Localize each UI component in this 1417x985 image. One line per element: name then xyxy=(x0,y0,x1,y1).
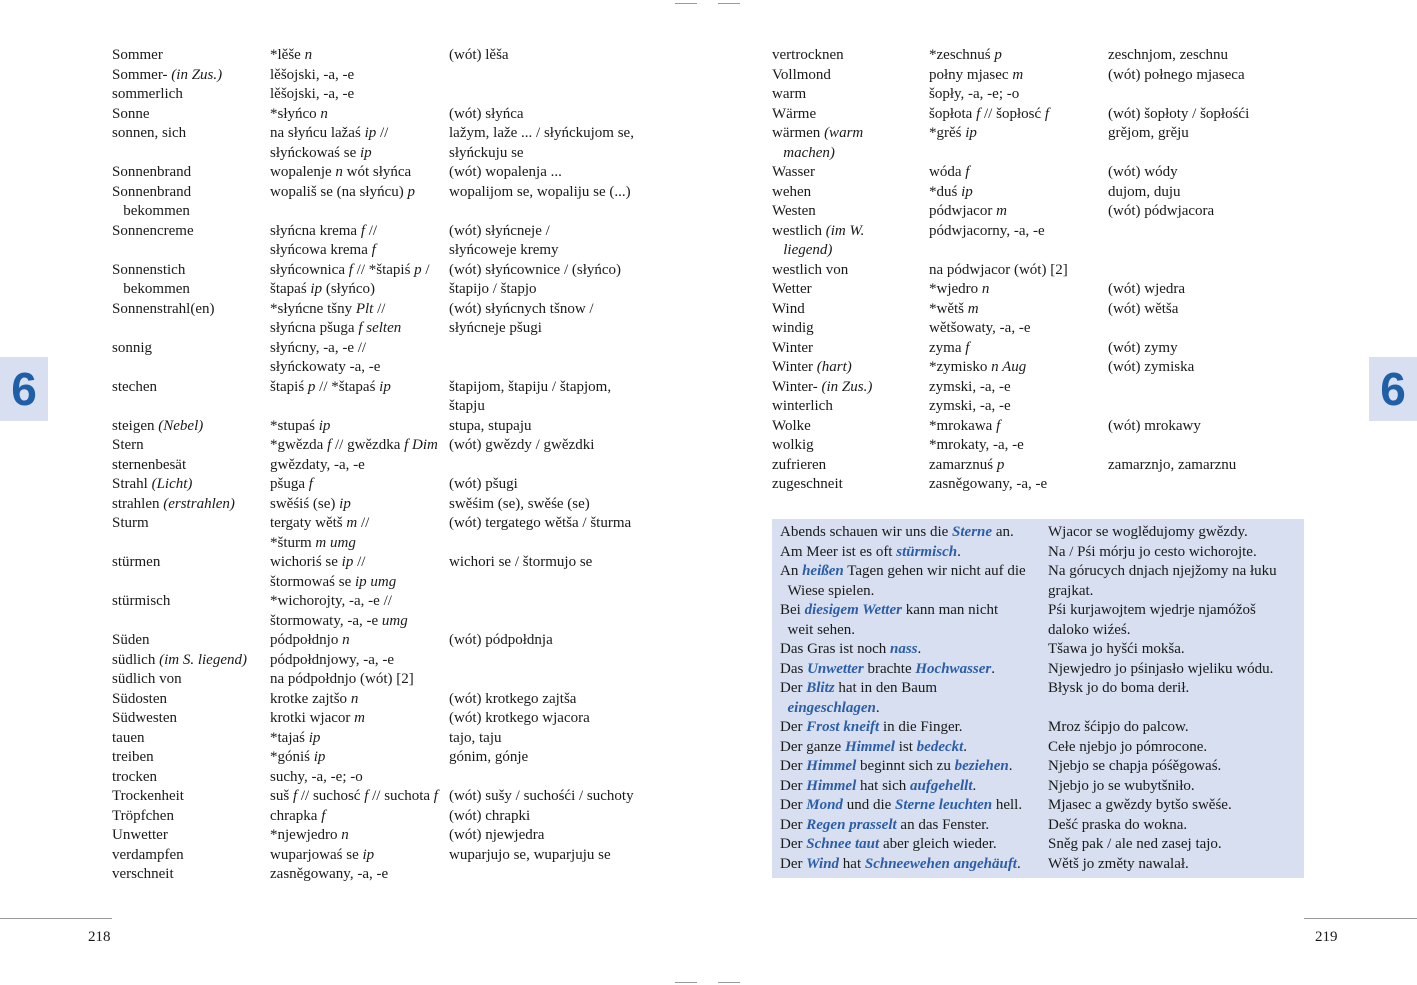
sorbian-translation: pšuga f xyxy=(270,476,313,492)
entry-row xyxy=(772,417,1332,437)
german-term: verschneit xyxy=(112,866,174,882)
sorbian-translation: słyńcna pšuga f selten xyxy=(270,320,402,336)
inflected-forms: (wót) gwězdy / gwězdki xyxy=(449,437,595,453)
sorbian-translation: wóda f xyxy=(929,164,970,180)
sorbian-translation: štapaś ip (słyńco) xyxy=(270,281,375,297)
example-german: Abends schauen wir uns die Sterne an. xyxy=(780,524,1014,540)
german-term: Vollmond xyxy=(772,66,831,83)
footer-rule-left xyxy=(0,918,112,919)
german-term: machen) xyxy=(783,144,835,161)
entry-row xyxy=(772,280,1332,300)
entry-row xyxy=(112,807,672,827)
sorbian-translation: suchy, -a, -e; -o xyxy=(270,768,363,785)
entry-row xyxy=(772,183,1332,203)
german-term: Wetter xyxy=(772,281,812,297)
german-term: Winter (hart) xyxy=(772,359,852,375)
german-term: südlich von xyxy=(112,671,182,687)
sorbian-translation: połny mjasec m xyxy=(929,66,1024,83)
inflected-forms: dujom, duju xyxy=(1108,183,1181,200)
inflected-forms: (wót) wětša xyxy=(1108,300,1179,317)
sorbian-translation: *duś ip xyxy=(929,183,973,200)
sorbian-translation: *wjedro n xyxy=(929,281,990,297)
sorbian-translation: wětšowaty, -a, -e xyxy=(929,320,1031,336)
sorbian-translation: pódwjacorny, -a, -e xyxy=(929,222,1045,239)
inflected-forms: grějom, grěju xyxy=(1108,125,1189,141)
entry-row xyxy=(112,378,672,398)
entry-row xyxy=(772,300,1332,320)
example-german: Das Unwetter brachte Hochwasser. xyxy=(780,660,995,677)
example-sorbian: grajkat. xyxy=(1048,582,1094,599)
entry-row xyxy=(772,66,1332,86)
german-term: westlich von xyxy=(772,261,849,278)
sorbian-translation: wichoriś se ip // xyxy=(270,554,366,570)
inflected-forms: (wót) pódpołdnja xyxy=(449,632,553,648)
chapter-tab-right xyxy=(1369,357,1417,421)
german-term: steigen (Nebel) xyxy=(112,417,204,434)
example-german: Der Himmel hat sich aufgehellt. xyxy=(780,777,977,794)
german-term: Süden xyxy=(112,632,150,648)
german-term: Sommer xyxy=(112,47,163,63)
sorbian-translation: pódpołdnjo n xyxy=(270,632,350,648)
entry-row xyxy=(772,319,1332,339)
entry-row xyxy=(772,456,1332,476)
example-german: Der Wind hat Schneewehen angehäuft. xyxy=(780,855,1021,872)
german-term: verdampfen xyxy=(112,846,184,863)
left-entry-list xyxy=(112,46,672,896)
sorbian-translation: lěšojski, -a, -e xyxy=(270,66,355,83)
entry-row xyxy=(772,105,1332,125)
inflected-forms: lažym, laže ... / słyńckujom se, xyxy=(449,125,634,141)
entry-row xyxy=(112,436,672,456)
sorbian-translation: *grěś ip xyxy=(929,125,977,141)
entry-row xyxy=(112,417,672,437)
sorbian-translation: štormowaś se ip umg xyxy=(270,573,397,590)
example-german: Der Mond und die Sterne leuchten hell. xyxy=(780,797,1023,813)
entry-row xyxy=(112,553,672,573)
sorbian-translation: chrapka f xyxy=(270,807,326,824)
entry-row xyxy=(112,475,672,495)
sorbian-translation: *słyńco n xyxy=(270,105,328,122)
german-term: stechen xyxy=(112,378,157,395)
german-term: tauen xyxy=(112,729,145,746)
sorbian-translation: *mrokawa f xyxy=(929,417,1001,434)
entry-row xyxy=(112,144,672,164)
inflected-forms: (wót) sušy / suchośći / suchoty xyxy=(449,788,634,804)
inflected-forms: (wót) słyńcownice / (słyńco) xyxy=(449,261,622,278)
german-term: Sonnenbrand xyxy=(112,183,192,200)
german-term: Unwetter xyxy=(112,827,168,843)
entry-row xyxy=(112,573,672,593)
sorbian-translation: krotke zajtšo n xyxy=(270,690,359,707)
entry-row xyxy=(772,46,1332,66)
german-term: Winter xyxy=(772,339,814,356)
german-term: Südosten xyxy=(112,690,168,707)
entry-row xyxy=(112,592,672,612)
inflected-forms: (wót) krotkego zajtša xyxy=(449,690,577,707)
example-sorbian: Mroz šćipjo do palcow. xyxy=(1048,719,1189,735)
sorbian-translation: tergaty wětš m // xyxy=(270,515,370,531)
sorbian-translation: *tajaś ip xyxy=(270,729,321,746)
sorbian-translation: pódpołdnjowy, -a, -e xyxy=(270,651,394,668)
german-term: wolkig xyxy=(772,437,814,453)
entry-row xyxy=(112,865,672,885)
german-term: Wärme xyxy=(772,105,817,122)
sorbian-translation: słyńckowaty -a, -e xyxy=(270,359,381,375)
example-sorbian: Mjasec a gwězdy bytšo swěśe. xyxy=(1048,797,1232,813)
entry-row xyxy=(772,124,1332,144)
german-term: Sturm xyxy=(112,515,149,531)
entry-row xyxy=(772,261,1332,281)
german-term: Tröpfchen xyxy=(112,807,174,824)
german-term: winterlich xyxy=(772,398,833,414)
inflected-forms: (wót) mrokawy xyxy=(1108,417,1201,434)
inflected-forms: (wót) zymiska xyxy=(1108,359,1195,375)
sorbian-translation: słyńckowaś se ip xyxy=(270,144,372,161)
entry-row xyxy=(112,670,672,690)
sorbian-translation: gwězdaty, -a, -e xyxy=(270,456,365,473)
german-term: wärmen (warm xyxy=(772,125,864,141)
chapter-number: 6 xyxy=(11,363,37,415)
example-sorbian: Tšawa jo hyšći mokša. xyxy=(1048,641,1185,657)
entry-row xyxy=(112,456,672,476)
entry-row xyxy=(112,690,672,710)
entry-row xyxy=(112,534,672,554)
entry-row xyxy=(112,709,672,729)
entry-row xyxy=(772,241,1332,261)
chapter-tab-left xyxy=(0,357,48,421)
entry-row xyxy=(112,729,672,749)
entry-row xyxy=(112,748,672,768)
inflected-forms: (wót) pšugi xyxy=(449,476,518,492)
crop-mark xyxy=(675,982,697,983)
entry-row xyxy=(112,222,672,242)
inflected-forms: (wót) krotkego wjacora xyxy=(449,710,590,726)
inflected-forms: wuparjujo se, wuparjuju se xyxy=(449,846,611,863)
entry-row xyxy=(112,631,672,651)
inflected-forms: štapju xyxy=(449,398,485,414)
sorbian-translation: zasněgowany, -a, -e xyxy=(270,866,389,882)
inflected-forms: (wót) šopłoty / šopłośći xyxy=(1108,105,1250,122)
sorbian-translation: šopłota f // šopłosć f xyxy=(929,105,1050,122)
chapter-number: 6 xyxy=(1380,363,1406,415)
example-german: Am Meer ist es oft stürmisch. xyxy=(780,543,961,560)
entry-row xyxy=(112,768,672,788)
sorbian-translation: *góniś ip xyxy=(270,749,326,765)
sorbian-translation: słyńcowa krema f xyxy=(270,242,376,258)
german-term: sonnig xyxy=(112,339,153,356)
entry-row xyxy=(112,261,672,281)
sorbian-translation: na pódpołdnjo (wót) [2] xyxy=(270,671,414,687)
example-german: Der Regen prasselt an das Fenster. xyxy=(780,816,990,833)
sorbian-translation: zasněgowany, -a, -e xyxy=(929,476,1048,492)
inflected-forms: swěśim (se), swěśe (se) xyxy=(449,495,590,512)
entry-row xyxy=(112,85,672,105)
german-term: zugeschneit xyxy=(772,476,843,492)
inflected-forms: (wót) wódy xyxy=(1108,164,1178,180)
inflected-forms: (wót) słyńcneje / xyxy=(449,222,550,239)
sorbian-translation: słyńcna krema f // xyxy=(270,222,378,239)
entry-row xyxy=(112,280,672,300)
example-sorbian: Njebjo se chapja póśěgowaś. xyxy=(1048,758,1222,774)
example-sorbian: Cełe njebjo jo pómrocone. xyxy=(1048,738,1208,755)
page-number-right: 219 xyxy=(1315,929,1338,945)
example-sorbian: Njebjo jo se wubytšniło. xyxy=(1048,777,1195,794)
german-term: Sonne xyxy=(112,105,150,122)
german-term: sonnen, sich xyxy=(112,125,187,141)
sorbian-translation: *njewjedro n xyxy=(270,827,349,843)
german-term: westlich (im W. xyxy=(772,222,865,239)
sorbian-translation: suš f // suchosć f // suchota f xyxy=(270,788,438,804)
sorbian-translation: wopalenje n wót słyńca xyxy=(270,164,412,180)
german-term: warm xyxy=(772,86,807,102)
sorbian-translation: swěśiś (se) ip xyxy=(270,495,351,512)
sorbian-translation: štapiś p // *štapaś ip xyxy=(270,378,391,395)
crop-mark xyxy=(718,982,740,983)
sorbian-translation: zamarznuś p xyxy=(929,456,1005,473)
example-german: Der ganze Himmel ist bedeckt. xyxy=(780,738,968,755)
example-german: Der Blitz hat in den Baum xyxy=(780,680,938,696)
example-sorbian: Dešć praska do wokna. xyxy=(1048,816,1188,833)
entry-row xyxy=(772,144,1332,164)
sorbian-translation: krotki wjacor m xyxy=(270,710,365,726)
sorbian-translation: zymski, -a, -e xyxy=(929,378,1011,395)
footer-rule-right xyxy=(1304,918,1417,919)
entry-row xyxy=(112,319,672,339)
entry-row xyxy=(112,183,672,203)
german-term: windig xyxy=(772,320,814,336)
example-sorbian: Na / Pśi mórju jo cesto wichorojte. xyxy=(1048,543,1257,560)
german-term: südlich (im S. liegend) xyxy=(112,651,247,668)
german-term: Sonnenbrand xyxy=(112,164,192,180)
sorbian-translation: *šturm m umg xyxy=(270,534,356,551)
sorbian-translation: šopły, -a, -e; -o xyxy=(929,86,1020,102)
entry-row xyxy=(112,46,672,66)
sorbian-translation: *zeschnuś p xyxy=(929,47,1002,63)
entry-row xyxy=(772,85,1332,105)
german-term: sommerlich xyxy=(112,86,183,102)
inflected-forms: (wót) tergatego wětša / šturma xyxy=(449,515,632,531)
inflected-forms: tajo, taju xyxy=(449,729,502,746)
german-term: strahlen (erstrahlen) xyxy=(112,495,235,512)
entry-row xyxy=(112,514,672,534)
example-sorbian: Pśi kurjawojtem wjedrje njamóžoš xyxy=(1048,602,1256,618)
sorbian-translation: *wětš m xyxy=(929,300,979,317)
entry-row xyxy=(772,358,1332,378)
example-german: eingeschlagen. xyxy=(787,699,880,716)
inflected-forms: wichori se / štormujo se xyxy=(449,554,593,570)
entry-row xyxy=(112,300,672,320)
german-term: Wasser xyxy=(772,164,815,180)
example-german: Der Frost kneift in die Finger. xyxy=(780,719,963,735)
entry-row xyxy=(112,358,672,378)
inflected-forms: (wót) chrapki xyxy=(449,807,531,824)
german-term: bekommen xyxy=(112,281,190,297)
sorbian-translation: na pódwjacor (wót) [2] xyxy=(929,261,1068,278)
entry-row xyxy=(112,339,672,359)
entry-row xyxy=(772,397,1332,417)
inflected-forms: (wót) lěša xyxy=(449,47,509,63)
entry-row xyxy=(772,475,1332,495)
german-term: Sommer- (in Zus.) xyxy=(112,66,223,83)
entry-row xyxy=(112,651,672,671)
german-term: liegend) xyxy=(783,242,833,258)
german-term: vertrocknen xyxy=(772,47,844,63)
sorbian-translation: wuparjowaś se ip xyxy=(270,846,375,863)
example-german: Der Schnee taut aber gleich wieder. xyxy=(780,836,997,852)
example-german: Das Gras ist noch nass. xyxy=(780,641,922,657)
entry-row xyxy=(112,787,672,807)
sorbian-translation: *zymisko n Aug xyxy=(929,359,1027,375)
example-german: An heißen Tagen gehen wir nicht auf die xyxy=(780,563,1026,579)
inflected-forms: gónim, gónje xyxy=(449,749,529,765)
entry-row xyxy=(112,66,672,86)
german-term: Sonnencreme xyxy=(112,222,194,239)
german-term: trocken xyxy=(112,768,157,785)
german-term: Wind xyxy=(772,300,805,317)
entry-row xyxy=(772,378,1332,398)
inflected-forms: słyńcneje pšugi xyxy=(449,320,542,336)
example-german: Wiese spielen. xyxy=(780,582,875,599)
german-term: Sonnenstrahl(en) xyxy=(112,300,215,317)
german-term: Strahl (Licht) xyxy=(112,476,193,492)
entry-row xyxy=(772,339,1332,359)
inflected-forms: słyńckuju se xyxy=(449,144,524,161)
german-term: Sonnenstich xyxy=(112,261,186,278)
german-term: zufrieren xyxy=(772,456,827,473)
entry-row xyxy=(772,222,1332,242)
sorbian-translation: *wichorojty, -a, -e // xyxy=(270,593,392,609)
sorbian-translation: *gwězda f // gwězdka f Dim xyxy=(270,437,438,453)
entry-row xyxy=(112,826,672,846)
inflected-forms: zamarznjo, zamarznu xyxy=(1108,456,1237,473)
entry-row xyxy=(112,495,672,515)
right-entry-list xyxy=(772,46,1332,506)
german-term: Trockenheit xyxy=(112,788,184,804)
entry-row xyxy=(772,163,1332,183)
example-sorbian: Na górucych dnjach njejžomy na łuku xyxy=(1048,563,1277,579)
sorbian-translation: *mrokaty, -a, -e xyxy=(929,437,1024,453)
example-sorbian: Wjacor se woglědujomy gwězdy. xyxy=(1048,524,1248,540)
sorbian-translation: *słyńcne tšny Plt // xyxy=(270,300,386,317)
sorbian-translation: pódwjacor m xyxy=(929,203,1007,219)
sorbian-translation: zymski, -a, -e xyxy=(929,398,1011,414)
inflected-forms: (wót) pódwjacora xyxy=(1108,203,1215,219)
sorbian-translation: słyńcny, -a, -e // xyxy=(270,339,367,356)
example-sorbian: Wětš jo změty nawalał. xyxy=(1048,855,1189,872)
crop-mark xyxy=(718,3,740,4)
entry-row xyxy=(772,202,1332,222)
example-sorbian: daloko wiźeś. xyxy=(1048,621,1131,638)
page-number-left: 218 xyxy=(88,929,111,945)
german-term: Stern xyxy=(112,437,144,453)
entry-row xyxy=(772,436,1332,456)
sorbian-translation: słyńcownica f // *štapiś p / xyxy=(270,261,430,278)
entry-row xyxy=(112,202,672,222)
inflected-forms: (wót) zymy xyxy=(1108,339,1178,356)
entry-row xyxy=(112,124,672,144)
german-term: treiben xyxy=(112,749,154,765)
german-term: bekommen xyxy=(112,203,190,219)
german-term: sternenbesät xyxy=(112,456,187,473)
inflected-forms: štapijom, štapiju / štapjom, xyxy=(449,378,612,395)
example-sorbian: Njewjedro jo pśinjasło wjeliku wódu. xyxy=(1048,660,1274,677)
sorbian-translation: wopališ se (na słyńcu) p xyxy=(270,183,415,200)
german-term: Südwesten xyxy=(112,710,177,726)
sorbian-translation: lěšojski, -a, -e xyxy=(270,86,355,102)
sorbian-translation: *stupaś ip xyxy=(270,417,331,434)
inflected-forms: zeschnjom, zeschnu xyxy=(1108,47,1228,63)
entry-row xyxy=(112,846,672,866)
inflected-forms: (wót) wjedra xyxy=(1108,281,1186,297)
example-box xyxy=(772,519,1304,878)
german-term: Winter- (in Zus.) xyxy=(772,378,873,395)
example-sorbian: Sněg pak / ale ned zasej tajo. xyxy=(1048,836,1222,852)
sorbian-translation: štormowaty, -a, -e umg xyxy=(270,612,408,629)
example-german: Bei diesigem Wetter kann man nicht xyxy=(780,602,999,618)
entry-row xyxy=(112,397,672,417)
german-term: stürmisch xyxy=(112,593,171,609)
example-sorbian: Błysk jo do boma derił. xyxy=(1048,680,1190,696)
inflected-forms: (wót) wopalenja ... xyxy=(449,164,562,180)
inflected-forms: (wót) słyńcnych tšnow / xyxy=(449,300,594,317)
german-term: Westen xyxy=(772,203,816,219)
german-term: wehen xyxy=(772,183,812,200)
inflected-forms: słyńcoweje kremy xyxy=(449,242,559,258)
inflected-forms: (wót) njewjedra xyxy=(449,827,545,843)
sorbian-translation: *lěše n xyxy=(270,47,313,63)
inflected-forms: štapijo / štapjo xyxy=(449,281,537,297)
sorbian-translation: zyma f xyxy=(929,339,970,356)
inflected-forms: stupa, stupaju xyxy=(449,417,532,434)
german-term: stürmen xyxy=(112,554,161,570)
inflected-forms: wopalijom se, wopaliju se (...) xyxy=(449,183,631,200)
entry-row xyxy=(112,241,672,261)
example-german: Der Himmel beginnt sich zu beziehen. xyxy=(780,758,1013,774)
crop-mark xyxy=(675,3,697,4)
entry-row xyxy=(112,163,672,183)
example-german: weit sehen. xyxy=(780,621,855,638)
inflected-forms: (wót) połnego mjaseca xyxy=(1108,66,1245,83)
entry-row xyxy=(112,612,672,632)
sorbian-translation: na słyńcu lažaś ip // xyxy=(270,125,389,141)
inflected-forms: (wót) słyńca xyxy=(449,105,524,122)
german-term: Wolke xyxy=(772,417,811,434)
entry-row xyxy=(112,105,672,125)
